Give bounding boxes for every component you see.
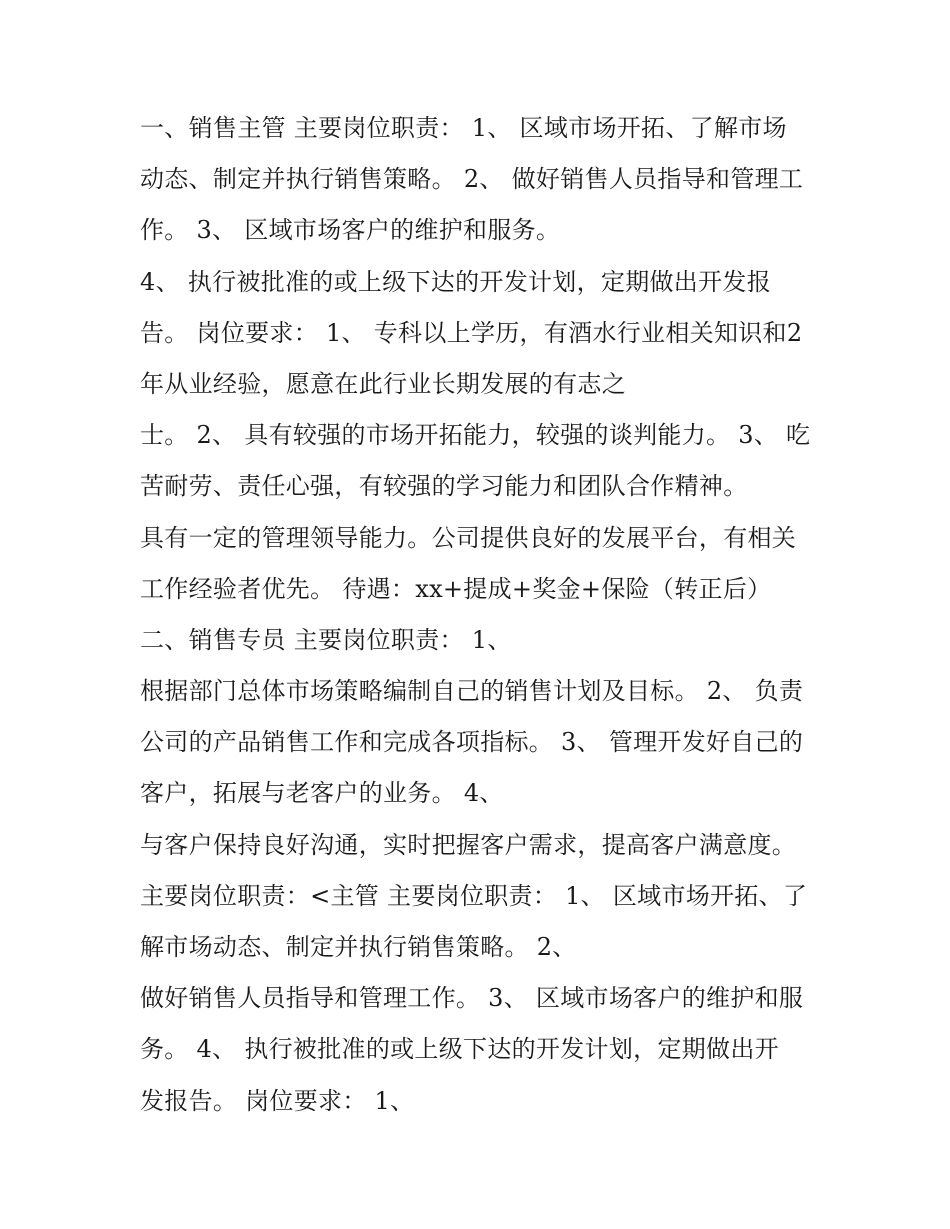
text-line: 与客户保持良好沟通，实时把握客户需求，提高客户满意度。	[140, 830, 797, 859]
text-line: 士。 2、 具有较强的市场开拓能力，较强的谈判能力。 3、 吃	[140, 421, 811, 450]
text-line: 动态、制定并执行销售策略。 2、 做好销售人员指导和管理工	[140, 165, 804, 194]
text-line: 客户，拓展与老客户的业务。 4、	[140, 779, 504, 808]
text-line: 主要岗位职责：<主管 主要岗位职责： 1、 区域市场开拓、了	[140, 881, 808, 910]
text-line: 二、销售专员 主要岗位职责： 1、	[140, 625, 512, 654]
text-line: 具有一定的管理领导能力。公司提供良好的发展平台，有相关	[140, 523, 797, 552]
text-line: 苦耐劳、责任心强，有较强的学习能力和团队合作精神。	[140, 472, 748, 501]
text-line: 工作经验者优先。 待遇：xx+提成+奖金+保险（转正后）	[140, 574, 772, 603]
text-line: 解市场动态、制定并执行销售策略。 2、	[140, 933, 577, 961]
document-body	[140, 103, 830, 1127]
text-line: 作。 3、 区域市场客户的维护和服务。	[140, 216, 561, 245]
text-line: 公司的产品销售工作和完成各项指标。 3、 管理开发好自己的	[140, 728, 804, 757]
text-line: 发报告。 岗位要求： 1、	[140, 1086, 415, 1115]
text-line: 年从业经验，愿意在此行业长期发展的有志之	[140, 369, 626, 398]
text-line: 做好销售人员指导和管理工作。 3、 区域市场客户的维护和服	[140, 984, 804, 1013]
text-line: 务。 4、 执行被批准的或上级下达的开发计划，定期做出开	[140, 1035, 779, 1064]
text-line: 4、 执行被批准的或上级下达的开发计划，定期做出开发报	[140, 267, 771, 296]
text-line: 根据部门总体市场策略编制自己的销售计划及目标。 2、 负责	[140, 677, 804, 706]
text-line: 一、销售主管 主要岗位职责： 1、 区域市场开拓、了解市场	[140, 114, 787, 142]
text-line: 告。 岗位要求： 1、 专科以上学历，有酒水行业相关知识和2	[140, 318, 803, 347]
